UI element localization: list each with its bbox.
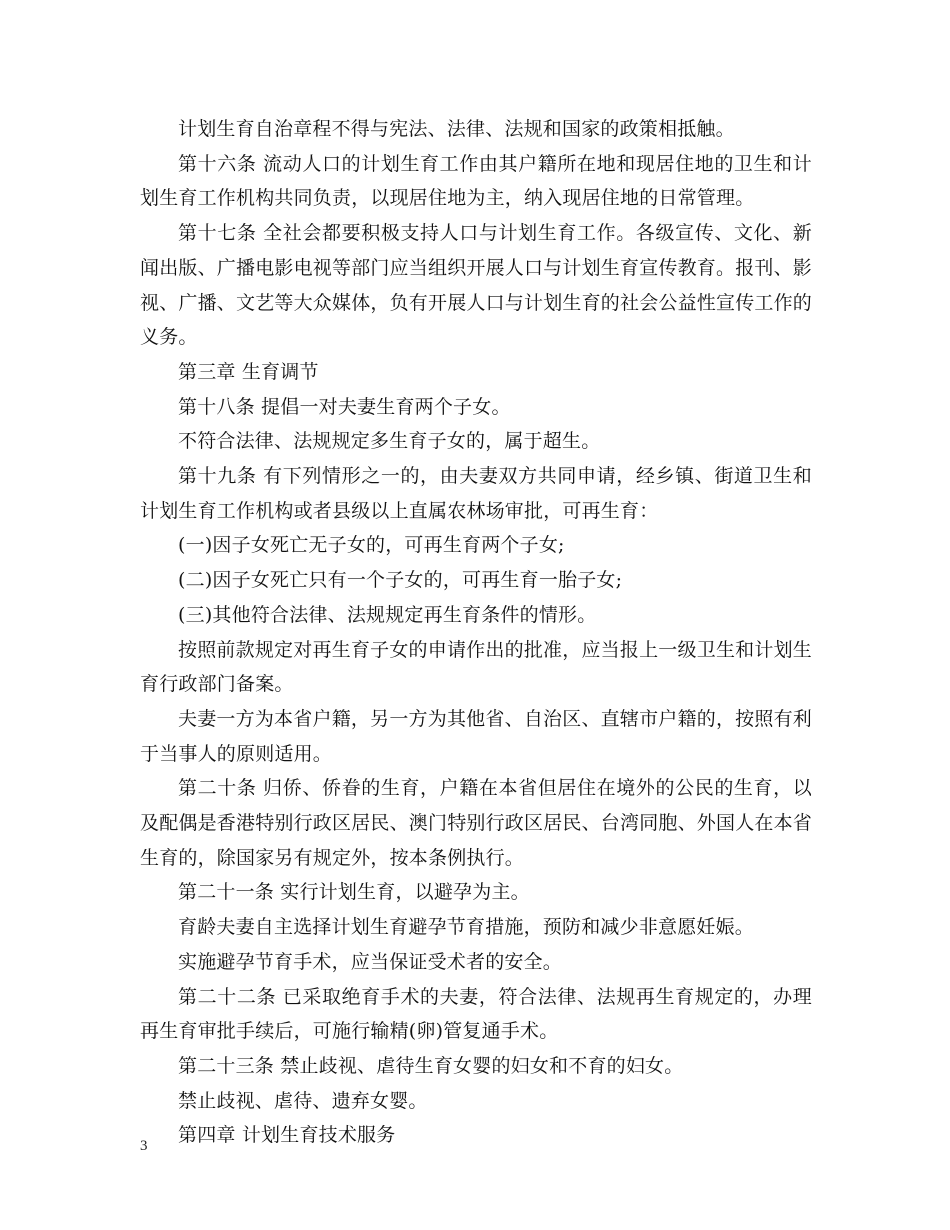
paragraph-article-17: 第十七条 全社会都要积极支持人口与计划生育工作。各级宣传、文化、新闻出版、广播电影电视等部门应当组织开展人口与计划生育宣传教育。报刊、影视、广播、文艺等大众媒体，负有开展人口与计划生育的社会公益性宣传工作的义务。 xyxy=(140,222,813,349)
chapter-3-heading: 第三章 生育调节 xyxy=(178,360,319,383)
paragraph-article-22: 第二十二条 已采取绝育手术的夫妻，符合法律、法规再生育规定的，办理再生育审批手续后，可施行输精(卵)管复通手术。 xyxy=(140,985,812,1043)
paragraph-article-23: 第二十三条 禁止歧视、虐待生育女婴的妇女和不育的妇女。 xyxy=(178,1054,684,1077)
paragraph-excess-births: 不符合法律、法规规定多生育子女的，属于超生。 xyxy=(178,430,601,453)
paragraph-approval-filing: 按照前款规定对再生育子女的申请作出的批准，应当报上一级卫生和计划生育行政部门备案。 xyxy=(140,638,812,696)
paragraph-article-18: 第十八条 提倡一对夫妻生育两个子女。 xyxy=(178,395,511,418)
paragraph-contraception-choice: 育龄夫妻自主选择计划生育避孕节育措施，预防和减少非意愿妊娠。 xyxy=(178,916,755,939)
paragraph-article-20: 第二十条 归侨、侨眷的生育，户籍在本省但居住在境外的公民的生育，以及配偶是香港特别行政区居民、澳门特别行政区居民、台湾同胞、外国人在本省生育的，除国家另有规定外，按本条例执行。 xyxy=(140,777,813,869)
document-body xyxy=(140,112,812,1153)
paragraph-cross-province: 夫妻一方为本省户籍，另一方为其他省、自治区、直辖市户籍的，按照有利于当事人的原则适用。 xyxy=(140,707,812,765)
paragraph-article-16: 第十六条 流动人口的计划生育工作由其户籍所在地和现居住地的卫生和计划生育工作机构共同负责，以现居住地为主，纳入现居住地的日常管理。 xyxy=(140,152,812,210)
paragraph-article-21: 第二十一条 实行计划生育，以避孕为主。 xyxy=(178,881,530,904)
list-item-3: (三)其他符合法律、法规规定再生育条件的情形。 xyxy=(178,603,597,626)
list-item-2: (二)因子女死亡只有一个子女的，可再生育一胎子女; xyxy=(178,569,623,592)
paragraph-surgery-safety: 实施避孕节育手术，应当保证受术者的安全。 xyxy=(178,950,563,973)
list-item-1: (一)因子女死亡无子女的，可再生育两个子女; xyxy=(178,534,565,557)
paragraph-article-19: 第十九条 有下列情形之一的，由夫妻双方共同申请，经乡镇、街道卫生和计划生育工作机构或者县级以上直属农林场审批，可再生育： xyxy=(140,465,812,522)
page-number: 3 xyxy=(140,1138,148,1154)
chapter-4-heading: 第四章 计划生育技术服务 xyxy=(178,1124,396,1147)
paragraph-1: 计划生育自治章程不得与宪法、法律、法规和国家的政策相抵触。 xyxy=(178,118,735,140)
paragraph-infant-protection: 禁止歧视、虐待、遗弃女婴。 xyxy=(178,1089,428,1112)
